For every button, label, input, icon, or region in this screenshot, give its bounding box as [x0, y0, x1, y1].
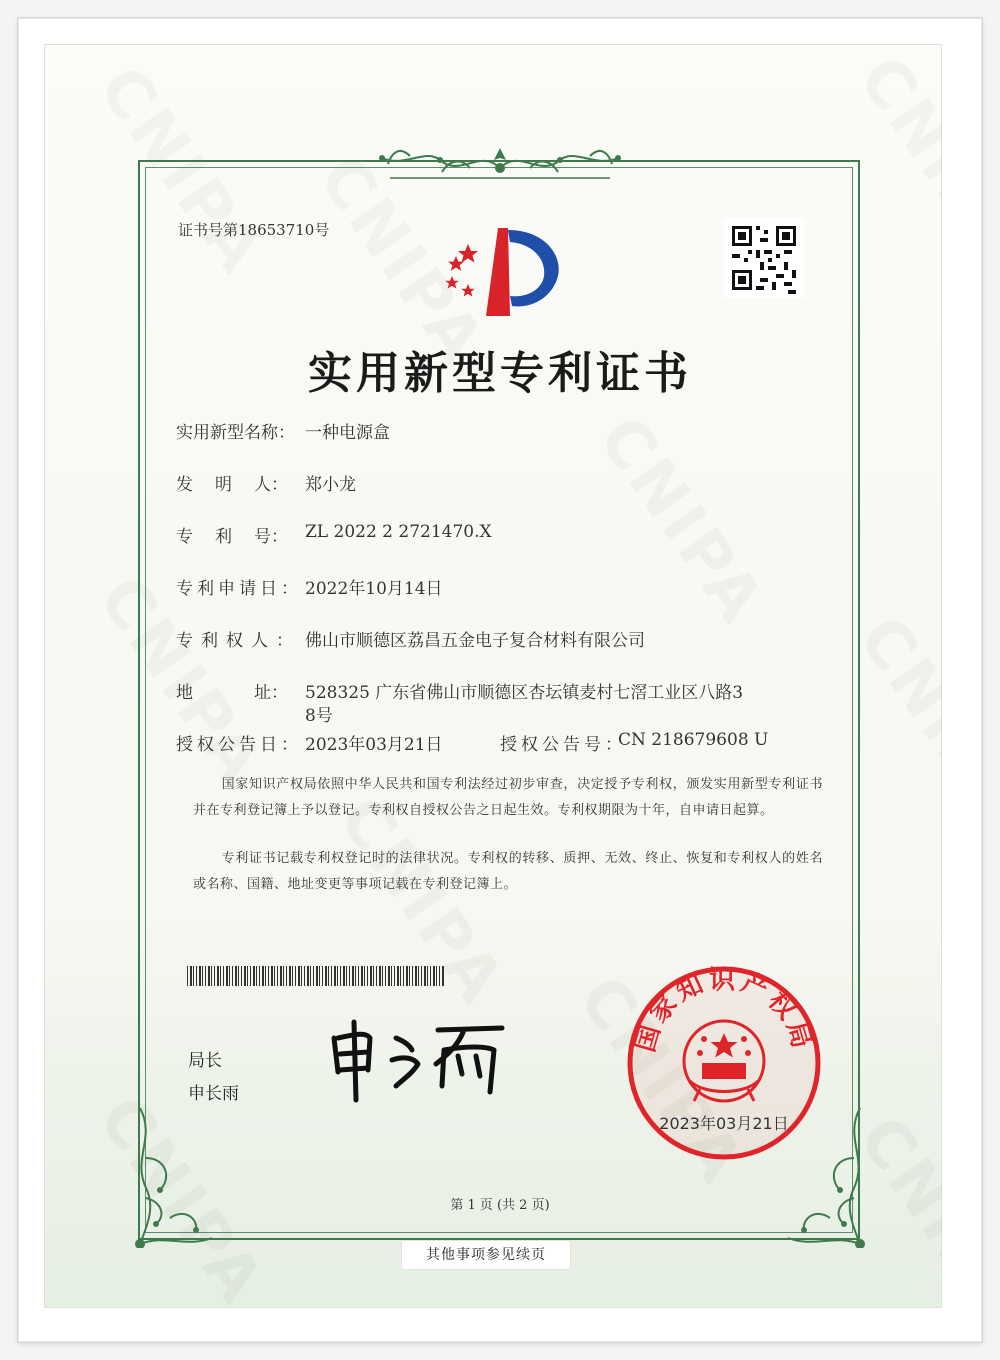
bottom-left-ornament-icon — [126, 1098, 216, 1248]
director-name: 申长雨 — [188, 1084, 239, 1104]
inventor-label-part: 人： — [254, 475, 288, 495]
cnipa-logo-icon — [438, 220, 568, 320]
filing-date-value: 2022年10月14日 — [305, 579, 443, 599]
inventor-label-part: 明 — [215, 475, 232, 495]
certificate-number: 证书号第18653710号 — [178, 221, 330, 239]
grant-date-value: 2023年03月21日 — [305, 735, 443, 755]
address-label-part: 地 — [176, 683, 193, 703]
address-value-line2: 8号 — [305, 706, 333, 726]
seal-date: 2023年03月21日 — [659, 1114, 789, 1133]
patentee-label: 专利权人： — [176, 631, 301, 651]
continued-note: 其他事项参见续页 — [402, 1241, 570, 1269]
director-title: 局长 — [188, 1051, 222, 1071]
grant-statement-paragraph: 国家知识产权局依照中华人民共和国专利法经过初步审查，决定授予专利权，颁发实用新型专利证书并在专利登记簿上予以登记。专利权自授权公告之日起生效。专利权期限为十年，自申请日起算。 — [193, 777, 823, 818]
qr-code-icon — [724, 218, 804, 298]
address-label — [176, 678, 288, 703]
inventor-label-part: 发 — [176, 475, 193, 495]
top-ornament-icon — [370, 138, 630, 184]
certificate-title: 实用新型专利证书 — [308, 348, 692, 399]
seal-text: 国家知识产权局 — [630, 965, 818, 1056]
patent-number-value: ZL 2022 2 2721470.X — [305, 522, 492, 542]
inventor-label — [176, 470, 288, 495]
patentee-value: 佛山市顺德区荔昌五金电子复合材料有限公司 — [305, 631, 645, 651]
filing-date-label: 专利申请日： — [176, 579, 302, 599]
grant-number-value: CN 218679608 U — [618, 730, 769, 750]
official-seal-icon — [624, 963, 824, 1163]
grant-number-label: 授权公告号： — [500, 735, 626, 755]
barcode — [187, 966, 445, 986]
address-label-part: 址： — [254, 683, 288, 703]
patent-number-label-part: 专 — [176, 527, 193, 547]
patent-number-label-part: 利 — [215, 527, 232, 547]
patent-number-label — [176, 522, 288, 547]
address-value-line1: 528325 广东省佛山市顺德区杏坛镇麦村七滘工业区八路3 — [305, 683, 744, 703]
inventor-value: 郑小龙 — [305, 475, 356, 495]
grant-date-label: 授权公告日： — [176, 735, 302, 755]
page-number: 第 1 页 (共 2 页) — [450, 1198, 550, 1213]
utility-model-name-label: 实用新型名称： — [176, 423, 295, 443]
patent-number-label-part: 号： — [254, 527, 288, 547]
director-signature — [326, 1016, 516, 1106]
utility-model-name-value: 一种电源盒 — [305, 423, 390, 443]
legal-status-paragraph: 专利证书记载专利权登记时的法律状况。专利权的转移、质押、无效、终止、恢复和专利权人的姓名或名称、国籍、地址变更等事项记载在专利登记簿上。 — [193, 851, 823, 892]
